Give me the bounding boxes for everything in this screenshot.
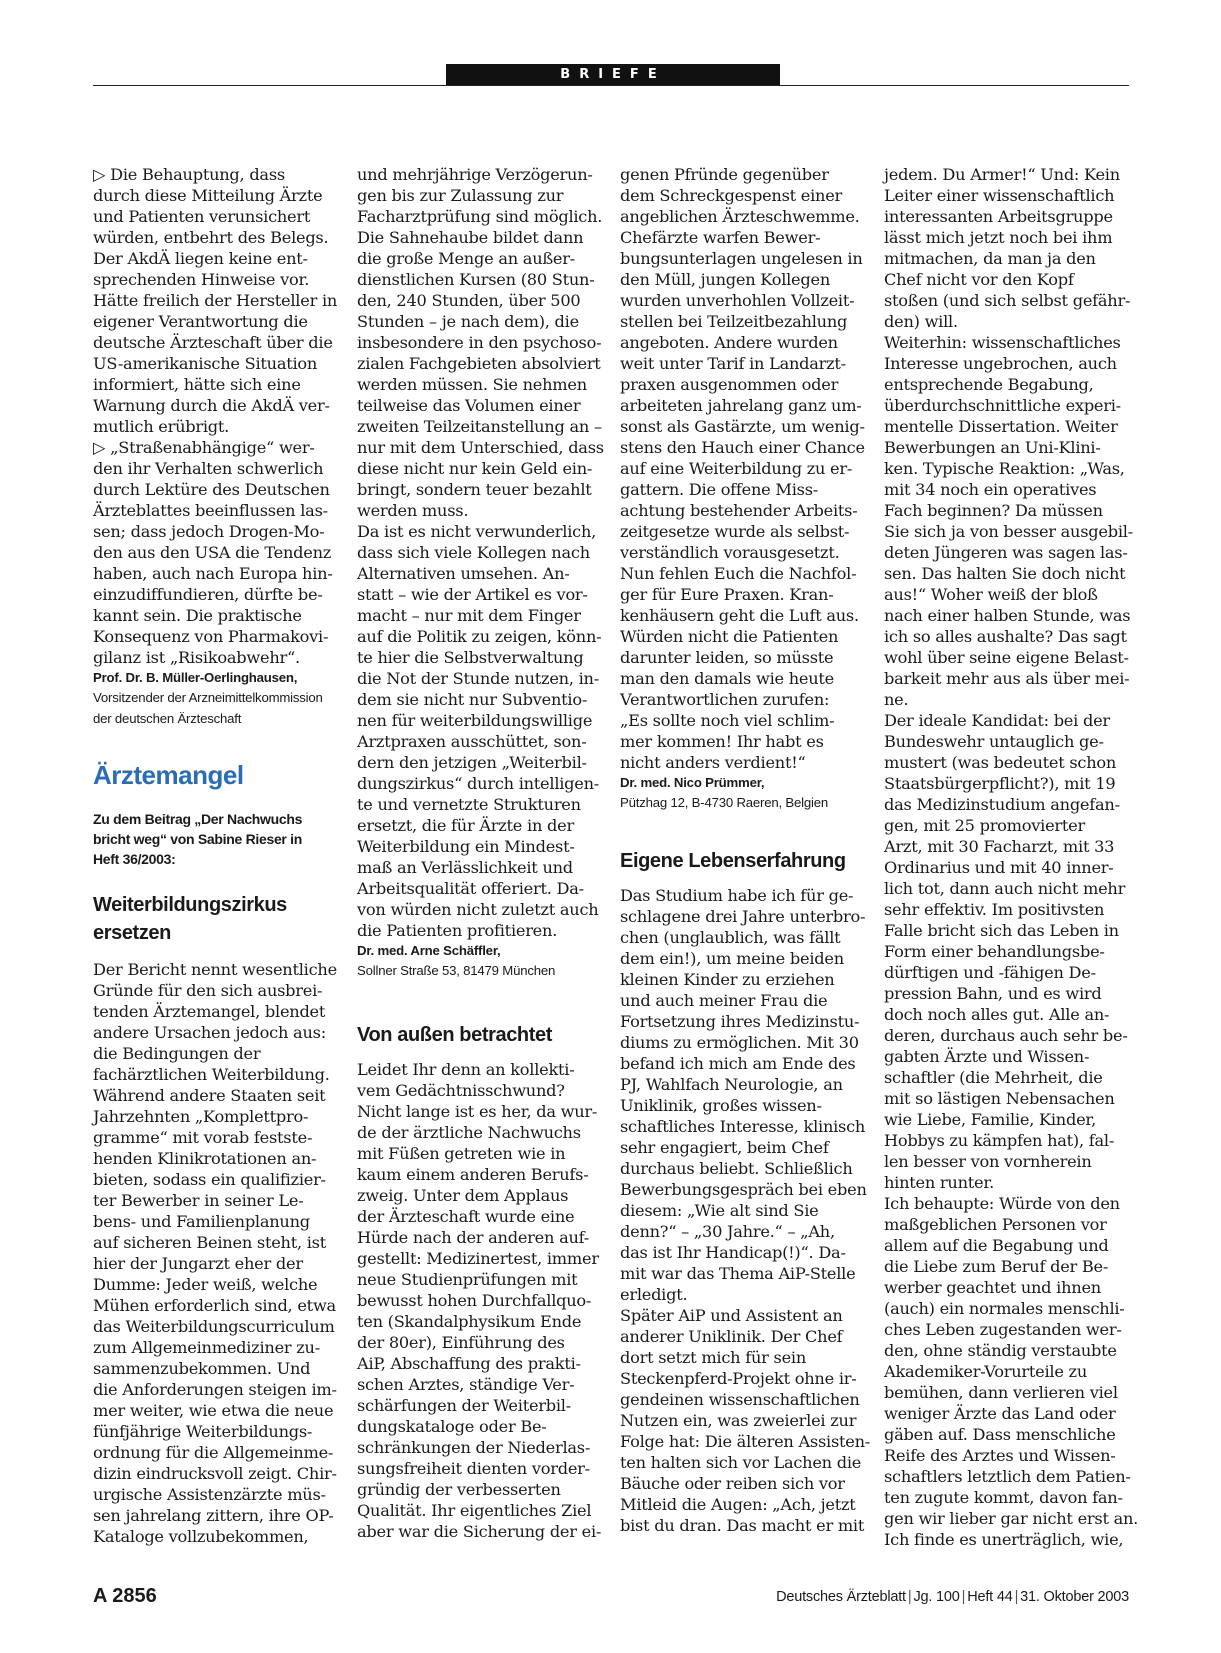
text-line: zum Allgemeinmediziner zu- <box>93 1338 320 1357</box>
text-line: den, ohne ständig verstaubte <box>884 1341 1117 1360</box>
text-line: schaftliches Interesse, klinisch <box>620 1117 866 1136</box>
text-line: ▷ Die Behauptung, dass <box>93 165 285 184</box>
text-line: zweig. Unter dem Applaus <box>357 1186 569 1205</box>
text-line: Falle bricht sich das Leben in <box>884 921 1119 940</box>
text-line: bringt, sondern teuer bezahlt <box>357 480 592 499</box>
text-line: Vorsitzender der Arzneimittelkommission <box>93 690 323 705</box>
text-line: pression Bahn, und es wird <box>884 984 1102 1003</box>
text-line: das ist Ihr Handicap(!)“. Da- <box>620 1243 846 1262</box>
text-line: bricht weg“ von Sabine Rieser in <box>93 831 303 847</box>
text-line: aber war die Sicherung der ei- <box>357 1522 602 1541</box>
text-line: lich tot, dann auch nicht mehr <box>884 879 1126 898</box>
text-line: Sie sich ja von besser ausgebil- <box>884 522 1133 541</box>
text-line: Hobbys zu kämpfen hat), fal- <box>884 1131 1115 1150</box>
text-line: Ich finde es unerträglich, wie, <box>884 1530 1124 1549</box>
text-line: Warnung durch die AkdÄ ver- <box>93 396 330 415</box>
text-line: informiert, hätte sich eine <box>93 375 301 394</box>
text-line: gestellt: Medizinertest, immer <box>357 1249 599 1268</box>
text-line: Steckenpferd-Projekt ohne ir- <box>620 1369 857 1388</box>
text-line: Folge hat: Die älteren Assisten- <box>620 1432 870 1451</box>
text-line: durch Lektüre des Deutschen <box>93 480 330 499</box>
text-line: ches Leben zugestanden wer- <box>884 1320 1122 1339</box>
text-line: werber geachtet und ihnen <box>884 1278 1101 1297</box>
text-line: ersetzt, die für Ärzte in der <box>357 816 574 835</box>
journal-info <box>680 1587 1129 1607</box>
text-line: (auch) ein normales menschli- <box>884 1299 1125 1318</box>
text-line: man den damals wie heute <box>620 669 835 688</box>
text-line: erledigt. <box>620 1285 688 1304</box>
text-line: die große Menge an außer- <box>357 249 575 268</box>
text-line: diese nicht nur kein Geld ein- <box>357 459 593 478</box>
text-line: sonst als Gastärzte, um wenig- <box>620 417 865 436</box>
text-line: dürftigen und -fähigen De- <box>884 963 1096 982</box>
text-line: mustert (was bedeutet schon <box>884 753 1117 772</box>
text-line: fachärztlichen Weiterbildung. <box>93 1065 330 1084</box>
text-line: Arbeitsqualität offeriert. Da- <box>357 879 584 898</box>
text-line: Nun fehlen Euch die Nachfol- <box>620 564 857 583</box>
text-line: schränkungen der Niederlas- <box>357 1438 591 1457</box>
text-line: US-amerikanische Situation <box>93 354 318 373</box>
text-line: den, 240 Stunden, über 500 <box>357 291 581 310</box>
letter-body <box>357 164 605 941</box>
text-line: mit war das Thema AiP-Stelle <box>620 1264 856 1283</box>
text-line: Die Sahnehaube bildet dann <box>357 228 584 247</box>
text-line: der 80er), Einführung des <box>357 1333 565 1352</box>
text-line: Jahrzehnten „Komplettpro- <box>93 1107 309 1126</box>
text-line: auf sicheren Beinen steht, ist <box>93 1233 326 1252</box>
text-line: bieten, sodass ein qualifizier- <box>93 1170 326 1189</box>
letter-body <box>620 885 868 1536</box>
text-line: Arzt, mit 30 Facharzt, mit 33 <box>884 837 1115 856</box>
text-line: Stunden – je nach dem), die <box>357 312 579 331</box>
text-line: der Ärzteschaft wurde eine <box>357 1207 575 1226</box>
text-line: angeblichen Ärzteschwemme. <box>620 207 860 226</box>
text-line: nur mit dem Unterschied, dass <box>357 438 604 457</box>
letter-headline: Eigene Lebenserfahrung <box>620 850 846 872</box>
text-line: te und vernetzte Strukturen <box>357 795 581 814</box>
text-line: Ich behaupte: Würde von den <box>884 1194 1120 1213</box>
column-3 <box>620 164 868 1536</box>
text-line: PJ, Wahlfach Neurologie, an <box>620 1075 843 1094</box>
text-line: Verantwortlichen zurufen: <box>620 690 830 709</box>
text-line: maß an Verlässlichkeit und <box>357 858 573 877</box>
text-line: ger für Eure Praxen. Kran- <box>620 585 834 604</box>
text-line: deten Jüngeren was sagen las- <box>884 543 1128 562</box>
text-line: sen jahrelang zittern, ihre OP- <box>93 1506 334 1525</box>
text-line: Konsequenz von Pharmakovi- <box>93 627 329 646</box>
text-line: interessanten Arbeitsgruppe <box>884 207 1113 226</box>
text-line: Staatsbürgerpflicht?), mit 19 <box>884 774 1116 793</box>
text-line: Akademiker-Vorurteile zu <box>884 1362 1088 1381</box>
text-line: deren, durchaus auch sehr be- <box>884 1026 1128 1045</box>
text-line: Ärzteblattes beeinflussen las- <box>93 501 328 520</box>
text-line: verständlich vorausgesetzt. <box>620 543 840 562</box>
separator: | <box>907 1589 912 1605</box>
text-line: fünfjährige Weiterbildungs- <box>93 1422 313 1441</box>
journal-date: 31. Oktober 2003 <box>1020 1589 1129 1605</box>
letter-headline <box>93 891 341 947</box>
text-line: chen (unglaublich, was fällt <box>620 928 841 947</box>
letter-body <box>884 164 1139 1550</box>
text-line: ▷ „Straßenabhängige“ wer- <box>93 438 315 457</box>
text-line: gilanz ist „Risikoabwehr“. <box>93 648 300 667</box>
text-line: angeboten. Andere wurden <box>620 333 838 352</box>
header-rule <box>93 85 1129 86</box>
text-line: den Müll, jungen Kollegen <box>620 270 830 289</box>
text-line: schlagene drei Jahre unterbro- <box>620 907 866 926</box>
text-line: überdurchschnittliche experi- <box>884 396 1121 415</box>
text-line: de der ärztliche Nachwuchs <box>357 1123 581 1142</box>
letter-headline: Von außen betrachtet <box>357 1024 552 1046</box>
text-line: Interesse ungebrochen, auch <box>884 354 1117 373</box>
text-line: diesem: „Wie alt sind Sie <box>620 1201 819 1220</box>
text-line: das Medizinstudium angefan- <box>884 795 1120 814</box>
text-line: Leidet Ihr denn an kollekti- <box>357 1060 575 1079</box>
text-line: Während andere Staaten seit <box>93 1086 326 1105</box>
text-line: Bewerbungsgespräch bei eben <box>620 1180 867 1199</box>
text-line: nicht anders verdient!“ <box>620 753 806 772</box>
text-line: werden müssen. Sie nehmen <box>357 375 587 394</box>
text-line: stoßen (und sich selbst gefähr- <box>884 291 1131 310</box>
text-line: wie Liebe, Familie, Kinder, <box>884 1110 1097 1129</box>
text-line: Ordinarius und mit 40 inner- <box>884 858 1114 877</box>
text-line: Kataloge vollzubekommen, <box>93 1527 309 1546</box>
text-line: Mühen erforderlich sind, etwa <box>93 1296 336 1315</box>
article-reference <box>93 809 341 869</box>
text-line: einzudiffundieren, dürfte be- <box>93 585 323 604</box>
text-line: dort setzt mich für sein <box>620 1348 807 1367</box>
text-line: maßgeblichen Personen vor <box>884 1215 1107 1234</box>
text-line: bens- und Familienplanung <box>93 1212 310 1231</box>
section-label: BRIEFE <box>446 64 780 85</box>
text-line: Mitleid die Augen: „Ach, jetzt <box>620 1495 856 1514</box>
text-line: dern den jetzigen „Weiterbil- <box>357 753 587 772</box>
text-line: denn?“ – „30 Jahre.“ – „Ah, <box>620 1222 835 1241</box>
text-line: Qualität. Ihr eigentliches Ziel <box>357 1501 592 1520</box>
text-line: den ihr Verhalten schwerlich <box>93 459 324 478</box>
journal-issue: Heft 44 <box>967 1589 1013 1605</box>
text-line: zialen Fachgebieten absolviert <box>357 354 601 373</box>
text-line: die Not der Stunde nutzen, in- <box>357 669 599 688</box>
text-line: nach einer halben Stunde, was <box>884 606 1131 625</box>
text-line: teilweise das Volumen einer <box>357 396 581 415</box>
text-line: AiP, Abschaffung des prakti- <box>357 1354 581 1373</box>
text-line: praxen ausgenommen oder <box>620 375 839 394</box>
text-line: dem sie nicht nur Subventio- <box>357 690 588 709</box>
text-line: Hätte freilich der Hersteller in <box>93 291 338 310</box>
text-line: jedem. Du Armer!“ Und: Kein <box>884 165 1120 184</box>
text-line: sen. Das halten Sie doch nicht <box>884 564 1126 583</box>
text-line: dizin eindrucksvoll zeigt. Chir- <box>93 1464 337 1483</box>
text-line: schärfungen der Weiterbil- <box>357 1396 571 1415</box>
text-line: neue Studienprüfungen mit <box>357 1270 578 1289</box>
text-line: Arztpraxen ausschüttet, son- <box>357 732 587 751</box>
text-line: haben, auch nach Europa hin- <box>93 564 333 583</box>
text-line: schaftlers letztlich dem Patien- <box>884 1467 1131 1486</box>
text-line: wurden unverhohlen Vollzeit- <box>620 291 855 310</box>
text-line: stens den Hauch einer Chance <box>620 438 865 457</box>
text-line: Chef nicht vor den Kopf <box>884 270 1074 289</box>
text-line: gründig der verbesserten <box>357 1480 561 1499</box>
text-line: Fortsetzung ihres Medizinstu- <box>620 1012 860 1031</box>
text-line: und mehrjährige Verzögerun- <box>357 165 593 184</box>
text-line: ne. <box>884 690 909 709</box>
text-line: dungszirkus“ durch intelligen- <box>357 774 600 793</box>
text-line: Würden nicht die Patienten <box>620 627 839 646</box>
text-line: henden Klinikrotationen an- <box>93 1149 317 1168</box>
text-line: die Patienten profitieren. <box>357 921 558 940</box>
text-line: den) will. <box>884 312 958 331</box>
text-line: darunter leiden, so müsste <box>620 648 834 667</box>
text-line: arbeiteten jahrelang ganz um- <box>620 396 862 415</box>
text-line: Fach beginnen? Da müssen <box>884 501 1103 520</box>
text-line: barkeit mehr aus als über mei- <box>884 669 1130 688</box>
text-line: Hürde nach der anderen auf- <box>357 1228 590 1247</box>
text-line: tenden Ärztemangel, blendet <box>93 1002 326 1021</box>
text-line: deutsche Ärzteschaft über die <box>93 333 333 352</box>
text-line: mitmachen, da man ja den <box>884 249 1096 268</box>
text-line: und Patienten verunsichert <box>93 207 311 226</box>
text-line: sungsfreiheit dienten vorder- <box>357 1459 590 1478</box>
text-line: den aus den USA die Tendenz <box>93 543 332 562</box>
text-line: die Anforderungen steigen im- <box>93 1380 337 1399</box>
column-1 <box>93 164 341 1547</box>
text-line: ken. Typische Reaktion: „Was, <box>884 459 1125 478</box>
signature-name: Dr. med. Nico Prümmer, <box>620 775 765 790</box>
text-line: kenhäusern geht die Luft aus. <box>620 606 859 625</box>
text-line: len besser von vornherein <box>884 1152 1092 1171</box>
text-line: Das Studium habe ich für ge- <box>620 886 854 905</box>
signature-name: Dr. med. Arne Schäffler, <box>357 943 501 958</box>
text-line: weniger Ärzte das Land oder <box>884 1404 1116 1423</box>
text-line: ten (Skandalphysikum Ende <box>357 1312 582 1331</box>
text-line: gäben auf. Dass menschliche <box>884 1425 1116 1444</box>
text-line: schen Arztes, ständige Ver- <box>357 1375 575 1394</box>
text-line: würden, entbehrt des Belegs. <box>93 228 329 247</box>
journal-name: Deutsches Ärzteblatt <box>776 1589 906 1605</box>
text-line: „Es sollte noch viel schlim- <box>620 711 835 730</box>
page-number: A 2856 <box>93 1585 157 1607</box>
text-line: Der Bericht nennt wesentliche <box>93 960 337 979</box>
text-line: gen bis zur Zulassung zur <box>357 186 564 205</box>
text-line: gattern. Die offene Miss- <box>620 480 818 499</box>
text-line: genen Pfründe gegenüber <box>620 165 829 184</box>
text-line: Bewerbungen an Uni-Klini- <box>884 438 1101 457</box>
text-line: kaum einem anderen Berufs- <box>357 1165 589 1184</box>
text-line: macht – nur mit dem Finger <box>357 606 581 625</box>
text-line: schaftler (die Mehrheit, die <box>884 1068 1103 1087</box>
text-line: gramme“ mit vorab festste- <box>93 1128 313 1147</box>
signature-affiliation <box>93 687 341 729</box>
text-line: nen für weiterbildungswillige <box>357 711 593 730</box>
text-line: durchaus beliebt. Schließlich <box>620 1159 853 1178</box>
text-line: lässt mich jetzt noch bei ihm <box>884 228 1113 247</box>
text-line: ten halten sich vor Lachen die <box>620 1453 862 1472</box>
text-line: sammenzubekommen. Und <box>93 1359 311 1378</box>
text-line: Weiterbildungszirkus <box>93 894 287 916</box>
text-line: Uniklinik, großes wissen- <box>620 1096 822 1115</box>
text-line: und auch meiner Frau die <box>620 991 828 1010</box>
text-line: Leiter einer wissenschaftlich <box>884 186 1115 205</box>
text-line: zweiten Teilzeitanstellung an – <box>357 417 602 436</box>
text-line: hinten runter. <box>884 1173 994 1192</box>
separator: | <box>1014 1589 1019 1605</box>
text-line: sen; dass jedoch Drogen-Mo- <box>93 522 325 541</box>
text-line: bewusst hohen Durchfallquo- <box>357 1291 592 1310</box>
text-line: zeitgesetze wurde als selbst- <box>620 522 850 541</box>
text-line: Weiterbildung ein Mindest- <box>357 837 575 856</box>
text-line: durch diese Mitteilung Ärzte <box>93 186 323 205</box>
text-line: mit so lästigen Nebensachen <box>884 1089 1115 1108</box>
text-line: bungsunterlagen ungelesen in <box>620 249 863 268</box>
text-line: Facharztprüfung sind möglich. <box>357 207 603 226</box>
text-line: Zu dem Beitrag „Der Nachwuchs <box>93 811 303 827</box>
text-line: vem Gedächtnisschwund? <box>357 1081 565 1100</box>
letter-body <box>93 959 341 1547</box>
text-line: befand ich mich am Ende des <box>620 1054 856 1073</box>
text-line: sprechenden Hinweise vor. <box>93 270 310 289</box>
text-line: Reife des Arztes und Wissen- <box>884 1446 1116 1465</box>
text-line: Der AkdÄ liegen keine ent- <box>93 249 308 268</box>
text-line: gen wir lieber gar nicht erst an. <box>884 1509 1139 1528</box>
text-line: Chefärzte warfen Bewer- <box>620 228 821 247</box>
text-line: diums zu ermöglichen. Mit 30 <box>620 1033 859 1052</box>
text-line: te hier die Selbstverwaltung <box>357 648 584 667</box>
text-line: wohl über seine eigene Belast- <box>884 648 1129 667</box>
text-line: das Weiterbildungscurriculum <box>93 1317 335 1336</box>
text-line: weit unter Tarif in Landarzt- <box>620 354 846 373</box>
text-line: bist du dran. Das macht er mit <box>620 1516 865 1535</box>
text-line: eigener Verantwortung die <box>93 312 308 331</box>
text-line: auf die Politik zu zeigen, könn- <box>357 627 602 646</box>
text-line: Später AiP und Assistent an <box>620 1306 843 1325</box>
text-line: dienstlichen Kursen (80 Stun- <box>357 270 595 289</box>
text-line: bemühen, dann verlieren viel <box>884 1383 1118 1402</box>
text-line: dem ein!), um meine beiden <box>620 949 844 968</box>
text-line: statt – wie der Artikel es vor- <box>357 585 588 604</box>
text-line: ich so alles aushalte? Das sagt <box>884 627 1127 646</box>
text-line: insbesondere in den psychoso- <box>357 333 602 352</box>
text-line: Da ist es nicht verwunderlich, <box>357 522 597 541</box>
text-line: mit Füßen getreten wie in <box>357 1144 566 1163</box>
text-line: achtung bestehender Arbeits- <box>620 501 858 520</box>
text-line: mer kommen! Ihr habt es <box>620 732 824 751</box>
text-line: dungskataloge oder Be- <box>357 1417 547 1436</box>
text-line: ter Bewerber in seiner Le- <box>93 1191 304 1210</box>
signature-address: Sollner Straße 53, 81479 München <box>357 963 556 978</box>
signature-name: Prof. Dr. B. Müller-Oerlinghausen, <box>93 670 298 685</box>
text-line: mentelle Dissertation. Weiter <box>884 417 1118 436</box>
text-line: werden muss. <box>357 501 469 520</box>
text-line: Bäuche oder reiben sich vor <box>620 1474 845 1493</box>
text-line: Dumme: Jeder weiß, welche <box>93 1275 318 1294</box>
text-line: andere Ursachen jedoch aus: <box>93 1023 326 1042</box>
column-4 <box>884 164 1139 1550</box>
text-line: kleinen Kinder zu erziehen <box>620 970 835 989</box>
text-line: Heft 36/2003: <box>93 851 176 867</box>
text-line: von würden nicht zuletzt auch <box>357 900 599 919</box>
text-line: Gründe für den sich ausbrei- <box>93 981 323 1000</box>
text-line: der deutschen Ärzteschaft <box>93 711 242 726</box>
rubric-heading: Ärztemangel <box>93 760 244 790</box>
text-line: sehr effektiv. Im positivsten <box>884 900 1105 919</box>
text-line: gendeinen wissenschaftlichen <box>620 1390 860 1409</box>
text-line: Alternativen umsehen. An- <box>357 564 570 583</box>
text-line: Nicht lange ist es her, da wur- <box>357 1102 598 1121</box>
signature-address: Pützhag 12, B-4730 Raeren, Belgien <box>620 795 829 810</box>
text-line: die Liebe zum Beruf der Be- <box>884 1257 1109 1276</box>
text-line: ordnung für die Allgemeinme- <box>93 1443 334 1462</box>
text-line: mit 34 noch ein operatives <box>884 480 1097 499</box>
text-line: allem auf die Begabung und <box>884 1236 1109 1255</box>
text-line: kannt sein. Die praktische <box>93 606 302 625</box>
text-line: urgische Assistenzärzte müs- <box>93 1485 326 1504</box>
text-line: Weiterhin: wissenschaftliches <box>884 333 1121 352</box>
text-line: die Bedingungen der <box>93 1044 261 1063</box>
text-line: sehr engagiert, beim Chef <box>620 1138 829 1157</box>
text-line: mer weiter, wie etwa die neue <box>93 1401 334 1420</box>
text-line: dem Schreckgespenst einer <box>620 186 843 205</box>
letter-body <box>620 164 868 773</box>
text-line: gabten Ärzte und Wissen- <box>884 1047 1090 1066</box>
text-line: mutlich erübrigt. <box>93 417 230 436</box>
text-line: anderer Uniklinik. Der Chef <box>620 1327 843 1346</box>
letter-body <box>93 164 341 668</box>
letter-body <box>357 1059 605 1542</box>
text-line: aus!“ Woher weiß der bloß <box>884 585 1098 604</box>
text-line: gen, mit 25 promovierter <box>884 816 1085 835</box>
text-line: ersetzen <box>93 922 171 944</box>
text-line: Der ideale Kandidat: bei der <box>884 711 1110 730</box>
text-line: Form einer behandlungsbe- <box>884 942 1105 961</box>
text-line: Nutzen ein, was zweierlei zur <box>620 1411 857 1430</box>
separator: | <box>961 1589 966 1605</box>
text-line: auf eine Weiterbildung zu er- <box>620 459 853 478</box>
text-line: Bundeswehr untauglich ge- <box>884 732 1104 751</box>
text-line: entsprechende Begabung, <box>884 375 1094 394</box>
text-line: dass sich viele Kollegen nach <box>357 543 590 562</box>
journal-volume: Jg. 100 <box>913 1589 960 1605</box>
text-line: hier der Jungarzt eher der <box>93 1254 303 1273</box>
text-line: doch noch alles gut. Alle an- <box>884 1005 1110 1024</box>
text-line: ten zugute kommt, davon fan- <box>884 1488 1123 1507</box>
column-2 <box>357 164 605 1542</box>
text-line: stellen bei Teilzeitbezahlung <box>620 312 848 331</box>
